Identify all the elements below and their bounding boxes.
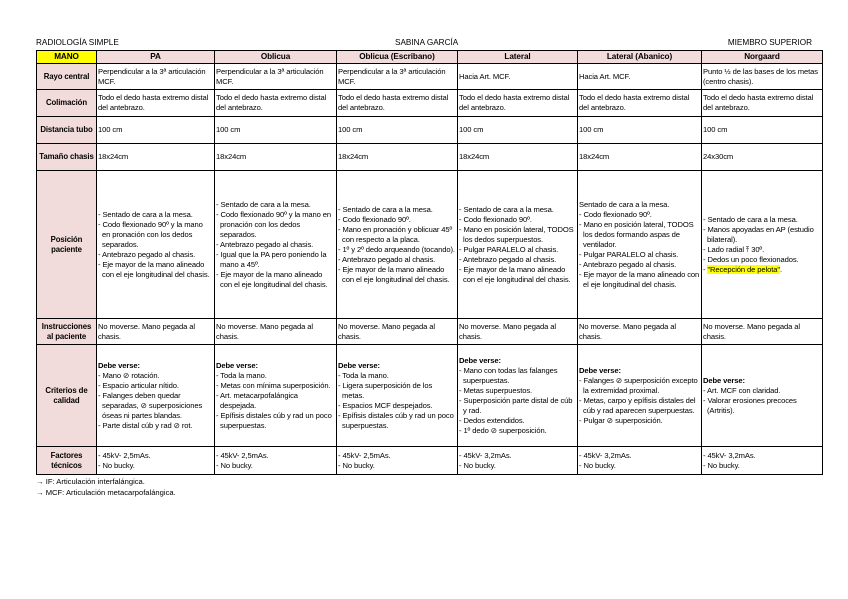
table-cell bbox=[215, 447, 337, 475]
table-cell: Perpendicular a la 3ª articulación MCF. bbox=[337, 64, 458, 90]
list-item: - Epífisis distales cúb y rad un poco superpuestas. bbox=[216, 410, 332, 430]
list-item: - Sentado de cara a la mesa. bbox=[98, 209, 193, 219]
table-cell: Perpendicular a la 3ª articulación MCF. bbox=[97, 64, 215, 90]
list-item: - Eje mayor de la mano alineado con el eje longitudinal del chasis. bbox=[98, 259, 210, 279]
list-item: - Valorar erosiones precoces (Artritis). bbox=[703, 395, 797, 415]
list-item: - Pulgar PARALELO al chasis. bbox=[459, 244, 559, 254]
table-cell bbox=[337, 345, 458, 447]
cell-heading: Debe verse: bbox=[98, 360, 140, 370]
bullet-list bbox=[459, 205, 576, 285]
cell-heading: Debe verse: bbox=[338, 360, 380, 370]
cell-heading: Debe verse: bbox=[579, 365, 621, 375]
table-cell: Todo el dedo hasta extremo distal del antebrazo. bbox=[458, 90, 578, 117]
tech-bucky: - No bucky. bbox=[579, 460, 616, 470]
tech-bucky: - No bucky. bbox=[216, 460, 253, 470]
table-cell: 100 cm bbox=[578, 117, 702, 144]
table-cell: 18x24cm bbox=[337, 144, 458, 171]
column-header: Oblicua bbox=[215, 51, 337, 64]
bullet-list bbox=[216, 371, 335, 431]
table-row bbox=[37, 117, 823, 144]
row-label: Rayo central bbox=[37, 64, 97, 90]
table-cell: No moverse. Mano pegada al chasis. bbox=[97, 319, 215, 345]
footnote-if: → IF: Articulación interfalángica. bbox=[36, 477, 145, 486]
table-cell bbox=[702, 345, 823, 447]
table-cell bbox=[578, 345, 702, 447]
bullet-list bbox=[579, 200, 700, 290]
list-item: - Espacio articular nítido. bbox=[98, 380, 179, 390]
table-cell bbox=[97, 171, 215, 319]
table-cell: 100 cm bbox=[215, 117, 337, 144]
table-cell bbox=[337, 447, 458, 475]
list-item: - Lado radial ⤒ 30º. bbox=[703, 244, 765, 254]
table-cell bbox=[215, 171, 337, 319]
list-item-prefix: - bbox=[703, 264, 708, 274]
table-cell: No moverse. Mano pegada al chasis. bbox=[337, 319, 458, 345]
list-item-suffix: . bbox=[779, 264, 782, 274]
column-header: Oblicua (Escribano) bbox=[337, 51, 458, 64]
table-row bbox=[37, 171, 823, 319]
list-item: - Codo flexionado 90º y la mano en pronación con los dedos separados. bbox=[216, 209, 332, 239]
table-row bbox=[37, 64, 823, 90]
document-page bbox=[36, 36, 822, 498]
list-item: - Pulgar PARALELO al chasis. bbox=[579, 249, 679, 259]
list-item: - Metas con mínima superposición. bbox=[216, 380, 331, 390]
table-cell: Perpendicular a la 3ª articulación MCF. bbox=[215, 64, 337, 90]
list-item: - Antebrazo pegado al chasis. bbox=[338, 254, 436, 264]
list-item: - Toda la mano. bbox=[338, 370, 389, 380]
tech-kv: - 45kV- 3,2mAs. bbox=[459, 450, 512, 460]
list-item: - Eje mayor de la mano alineado con el eje longitudinal del chasis. bbox=[459, 264, 571, 284]
tech-kv: - 45kV- 2,5mAs. bbox=[216, 450, 269, 460]
list-item: - Codo flexionado 90º y la mano en pronación con los dedos separados. bbox=[98, 219, 203, 249]
list-item: - Eje mayor de la mano alineado con el eje longitudinal del chasis. bbox=[338, 264, 450, 284]
table-cell: 100 cm bbox=[337, 117, 458, 144]
column-header: PA bbox=[97, 51, 215, 64]
list-item: - Dedos extendidos. bbox=[459, 415, 525, 425]
bullet-list bbox=[338, 371, 456, 431]
cell-heading: Debe verse: bbox=[459, 355, 501, 365]
bullet-list bbox=[459, 366, 576, 436]
table-row bbox=[37, 319, 823, 345]
list-item: - Sentado de cara a la mesa. bbox=[338, 204, 433, 214]
table-cell: Punto ½ de las bases de los metas (centro chasis). bbox=[702, 64, 823, 90]
cell-heading: Debe verse: bbox=[216, 360, 258, 370]
header-left: RADIOLOGÍA SIMPLE bbox=[36, 38, 119, 47]
list-item: - Antebrazo pegado al chasis. bbox=[459, 254, 557, 264]
list-item: - Antebrazo pegado al chasis. bbox=[216, 239, 314, 249]
table-cell: 18x24cm bbox=[578, 144, 702, 171]
list-item: - Igual que la PA pero poniendo la mano a 45º. bbox=[216, 249, 327, 269]
corner-label: MANO bbox=[37, 51, 97, 64]
tech-kv: - 45kV- 3,2mAs. bbox=[579, 450, 632, 460]
table-cell bbox=[702, 447, 823, 475]
table-cell: 100 cm bbox=[97, 117, 215, 144]
list-item: - Falanges ⊘ superposición excepto la extremidad proximal. bbox=[579, 375, 698, 395]
list-item: - Mano en posición lateral, TODOS los dedos superpuestos. bbox=[459, 224, 574, 244]
row-label: Distancia tubo bbox=[37, 117, 97, 144]
bullet-list bbox=[98, 210, 213, 280]
table-cell: Todo el dedo hasta extremo distal del antebrazo. bbox=[97, 90, 215, 117]
page-header bbox=[36, 36, 822, 50]
table-cell bbox=[337, 171, 458, 319]
table-cell bbox=[702, 171, 823, 319]
list-item: Sentado de cara a la mesa. bbox=[579, 199, 670, 209]
list-item: - Manos apoyadas en AP (estudio bilateral). bbox=[703, 224, 814, 244]
list-item: - Sentado de cara a la mesa. bbox=[459, 204, 554, 214]
list-item: - Codo flexionado 90º. bbox=[459, 214, 532, 224]
table-cell bbox=[578, 171, 702, 319]
list-item: - Epífisis distales cúb y rad un poco superpuestas. bbox=[338, 410, 454, 430]
list-item: - Mano en posición lateral, TODOS los dedos formando aspas de ventilador. bbox=[579, 219, 694, 249]
table-cell: Hacia Art. MCF. bbox=[578, 64, 702, 90]
tech-bucky: - No bucky. bbox=[338, 460, 375, 470]
tech-bucky: - No bucky. bbox=[703, 460, 740, 470]
row-label: Criterios de calidad bbox=[37, 345, 97, 447]
list-item: - Pulgar ⊘ superposición. bbox=[579, 415, 663, 425]
table-cell: Todo el dedo hasta extremo distal del antebrazo. bbox=[215, 90, 337, 117]
list-item: - Art. metacarpofalángica despejada. bbox=[216, 390, 298, 410]
footnotes bbox=[36, 476, 822, 498]
tech-kv: - 45kV- 3,2mAs. bbox=[703, 450, 756, 460]
list-item: - Mano con todas las falanges superpuestas. bbox=[459, 365, 558, 385]
list-item bbox=[703, 265, 821, 275]
column-header: Lateral (Abanico) bbox=[578, 51, 702, 64]
table-cell bbox=[458, 447, 578, 475]
table-row bbox=[37, 90, 823, 117]
table-cell: 100 cm bbox=[458, 117, 578, 144]
list-item: - Codo flexionado 90º. bbox=[579, 209, 652, 219]
header-right: MIEMBRO SUPERIOR bbox=[727, 38, 812, 47]
table-row bbox=[37, 447, 823, 475]
table-cell: 100 cm bbox=[702, 117, 823, 144]
bullet-list bbox=[98, 371, 213, 431]
list-item: - Toda la mano. bbox=[216, 370, 267, 380]
list-item: - Mano en pronación y oblicuar 45º con respecto a la placa. bbox=[338, 224, 453, 244]
row-label: Colimación bbox=[37, 90, 97, 117]
list-item: - Metas superpuestos. bbox=[459, 385, 533, 395]
column-header: Norgaard bbox=[702, 51, 823, 64]
table-cell: Todo el dedo hasta extremo distal del antebrazo. bbox=[578, 90, 702, 117]
table-header-row bbox=[37, 51, 823, 64]
tech-bucky: - No bucky. bbox=[459, 460, 496, 470]
table-cell: 18x24cm bbox=[97, 144, 215, 171]
list-item: - Art. MCF con claridad. bbox=[703, 385, 781, 395]
table-cell bbox=[97, 447, 215, 475]
table-cell: No moverse. Mano pegada al chasis. bbox=[702, 319, 823, 345]
list-item: - 1º y 2º dedo arqueando (tocando). bbox=[338, 244, 455, 254]
list-item: - Metas, carpo y epífisis distales del cúb y rad aparecen superpuestas. bbox=[579, 395, 696, 415]
cell-heading: Debe verse: bbox=[703, 375, 745, 385]
table-row bbox=[37, 345, 823, 447]
bullet-list bbox=[579, 376, 700, 426]
tech-bucky: - No bucky. bbox=[98, 460, 135, 470]
tech-kv: - 45kV- 2,5mAs. bbox=[338, 450, 391, 460]
list-item: - Antebrazo pegado al chasis. bbox=[98, 249, 196, 259]
table-cell: No moverse. Mano pegada al chasis. bbox=[215, 319, 337, 345]
list-item: - Falanges deben quedar separadas, ⊘ superposiciones óseas ni partes blandas. bbox=[98, 390, 203, 420]
list-item: - Parte distal cúb y rad ⊘ rot. bbox=[98, 420, 193, 430]
table-cell bbox=[458, 345, 578, 447]
table-cell: 18x24cm bbox=[458, 144, 578, 171]
bullet-list bbox=[338, 205, 456, 285]
table-cell: Todo el dedo hasta extremo distal del antebrazo. bbox=[702, 90, 823, 117]
table-cell bbox=[578, 447, 702, 475]
list-item: - Eje mayor de la mano alineado con el eje longitudinal del chasis. bbox=[579, 269, 700, 289]
table-cell: No moverse. Mano pegada al chasis. bbox=[578, 319, 702, 345]
row-label: Factores técnicos bbox=[37, 447, 97, 475]
table-row bbox=[37, 144, 823, 171]
highlighted-text: "Recepción de pelota" bbox=[707, 264, 780, 274]
list-item: - Sentado de cara a la mesa. bbox=[703, 214, 798, 224]
column-header: Lateral bbox=[458, 51, 578, 64]
table-cell: No moverse. Mano pegada al chasis. bbox=[458, 319, 578, 345]
list-item: - Espacios MCF despejados. bbox=[338, 400, 433, 410]
bullet-list bbox=[703, 215, 821, 275]
list-item: - Mano ⊘ rotación. bbox=[98, 370, 160, 380]
table-cell bbox=[458, 171, 578, 319]
list-item: - Antebrazo pegado al chasis. bbox=[579, 259, 677, 269]
row-label: Posición paciente bbox=[37, 171, 97, 319]
table-cell: Hacia Art. MCF. bbox=[458, 64, 578, 90]
row-label: Instrucciones al paciente bbox=[37, 319, 97, 345]
list-item: - Superposición parte distal de cúb y rad. bbox=[459, 395, 573, 415]
table-cell: 24x30cm bbox=[702, 144, 823, 171]
bullet-list bbox=[703, 386, 821, 416]
row-label: Tamaño chasis bbox=[37, 144, 97, 171]
header-center: SABINA GARCÍA bbox=[395, 38, 459, 47]
positioning-table bbox=[36, 50, 823, 475]
tech-kv: - 45kV- 2,5mAs. bbox=[98, 450, 151, 460]
table-cell: Todo el dedo hasta extremo distal del antebrazo. bbox=[337, 90, 458, 117]
footnote-mcf: → MCF: Articulación metacarpofalángica. bbox=[36, 488, 176, 497]
list-item: - Ligera superposición de los metas. bbox=[338, 380, 433, 400]
list-item: - 1º dedo ⊘ superposición. bbox=[459, 425, 547, 435]
list-item: - Dedos un poco flexionados. bbox=[703, 254, 799, 264]
bullet-list bbox=[216, 200, 335, 290]
table-cell bbox=[215, 345, 337, 447]
list-item: - Codo flexionado 90º. bbox=[338, 214, 411, 224]
list-item: - Sentado de cara a la mesa. bbox=[216, 199, 311, 209]
list-item: - Eje mayor de la mano alineado con el eje longitudinal del chasis. bbox=[216, 269, 328, 289]
table-cell: 18x24cm bbox=[215, 144, 337, 171]
table-cell bbox=[97, 345, 215, 447]
